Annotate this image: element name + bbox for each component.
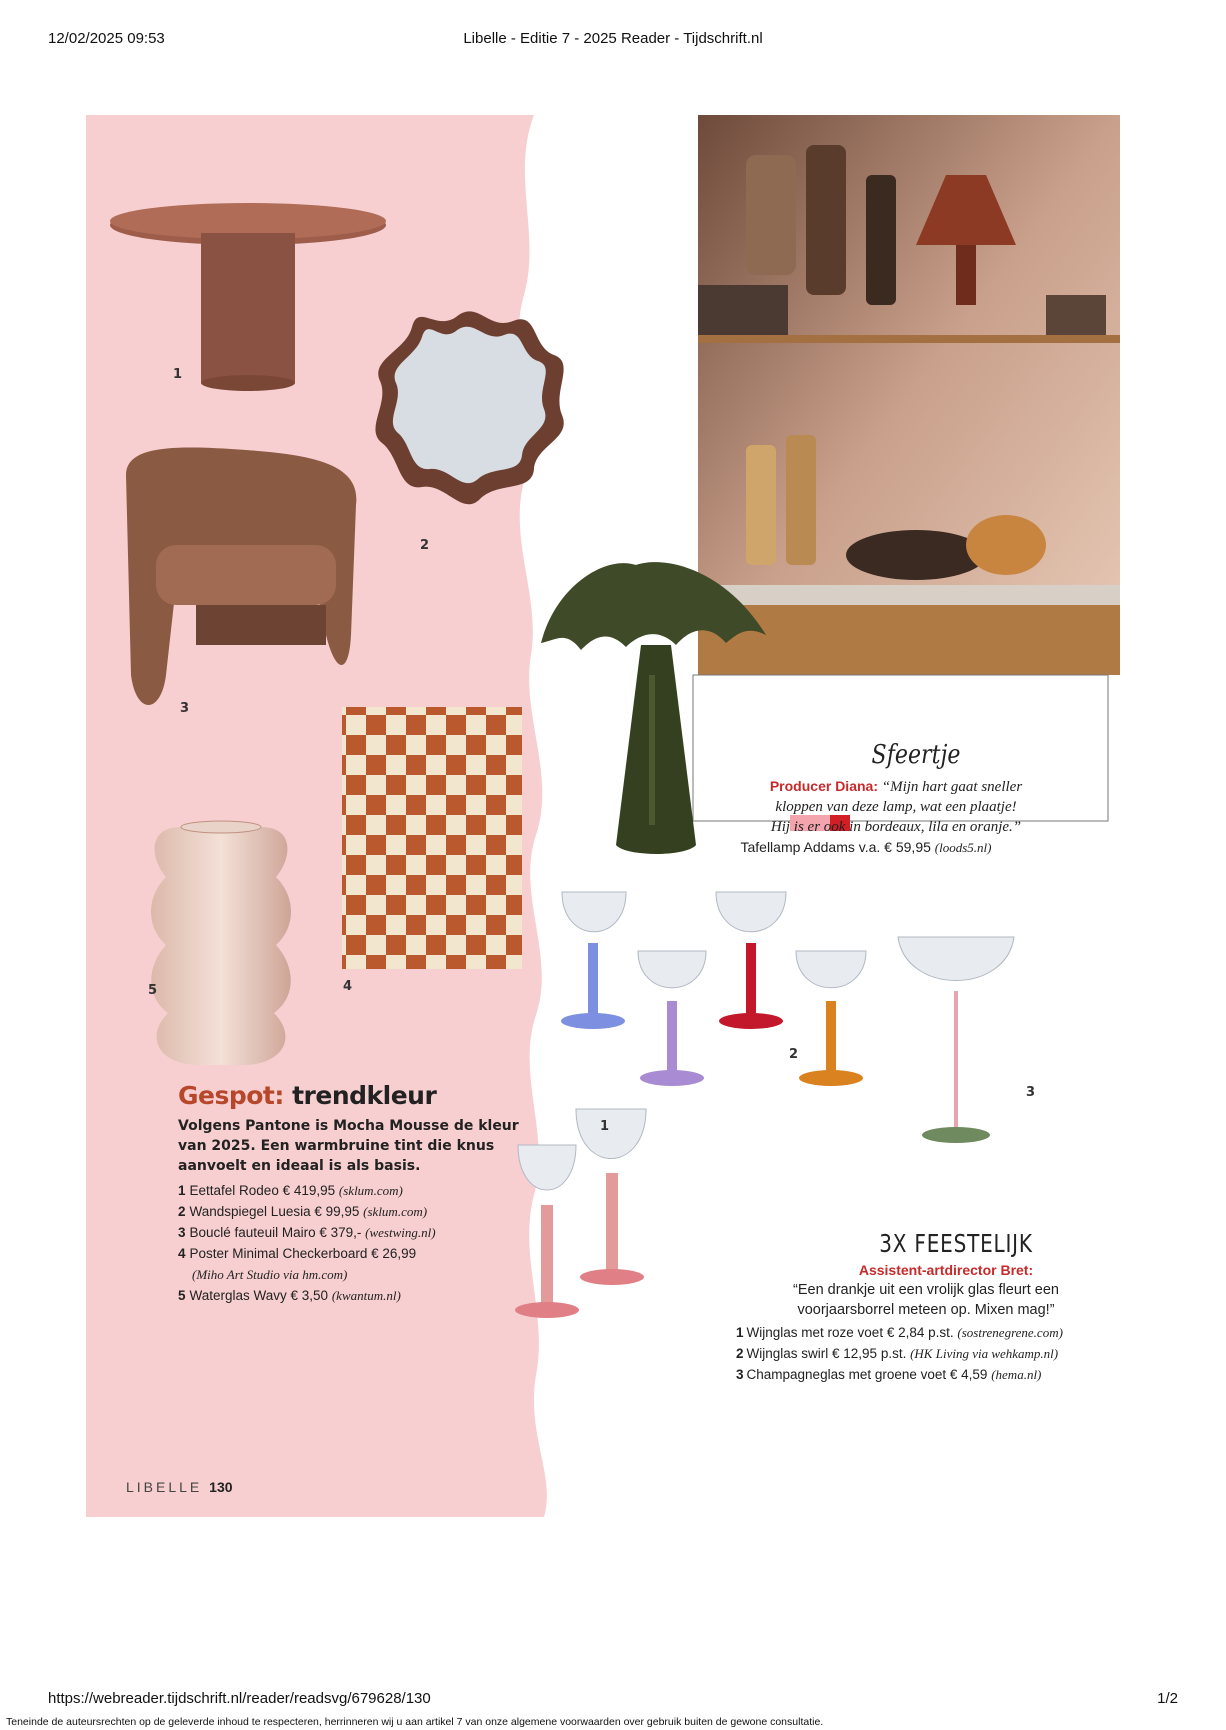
feestelijk-box bbox=[716, 1229, 1136, 1385]
list-item: 3 Bouclé fauteuil Mairo € 379,- (westwing.nl) bbox=[178, 1225, 436, 1240]
print-footer bbox=[0, 1690, 1226, 1730]
product-number-1: 1 bbox=[173, 367, 183, 382]
feestelijk-heading: 3X FEESTELIJK bbox=[879, 1229, 1033, 1258]
gespot-intro: Volgens Pantone is Mocha Mousse de kleur van 2025. Een warmbruine tint die knus aanvoelt en ideaal is als basis. bbox=[178, 1118, 519, 1174]
list-item: 5 Waterglas Wavy € 3,50 (kwantum.nl) bbox=[178, 1288, 401, 1303]
print-page-count: 1/2 bbox=[1157, 1690, 1178, 1707]
list-item: 1 Wijnglas met roze voet € 2,84 p.st. (sostrenegrene.com) bbox=[736, 1325, 1063, 1340]
folio-page-number: 130 bbox=[209, 1479, 233, 1495]
product-number-5: 5 bbox=[148, 983, 158, 998]
product-number-4: 4 bbox=[343, 979, 353, 994]
list-item: 3 Champagneglas met groene voet € 4,59 (hema.nl) bbox=[736, 1367, 1042, 1382]
gespot-product-list bbox=[178, 1180, 538, 1306]
print-page-title: Libelle - Editie 7 - 2025 Reader - Tijdschrift.nl bbox=[463, 30, 763, 47]
glass-number-3: 3 bbox=[1026, 1085, 1036, 1100]
list-item: 4 Poster Minimal Checkerboard € 26,99 (Miho Art Studio via hm.com) bbox=[178, 1246, 417, 1282]
list-item: 2 Wandspiegel Luesia € 99,95 (sklum.com) bbox=[178, 1204, 428, 1219]
gespot-heading bbox=[178, 1081, 538, 1110]
sfeertje-heading: Sfeertje bbox=[871, 740, 961, 770]
feestelijk-quote: “Een drankje uit een vrolijk glas fleurt een voorjaarsborrel meteen op. Mixen mag!” bbox=[793, 1282, 1059, 1318]
product-number-2: 2 bbox=[420, 538, 430, 553]
list-item: 1 Eettafel Rodeo € 419,95 (sklum.com) bbox=[178, 1183, 403, 1198]
glass-number-1: 1 bbox=[600, 1119, 610, 1134]
print-header bbox=[0, 30, 1226, 50]
sfeertje-quote: Producer Diana: “Mijn hart gaat sneller kloppen van deze lamp, wat een plaatje! Hij is er ook in bordeaux, lila en oranje.” bbox=[769, 778, 1023, 835]
sfeertje-box bbox=[686, 740, 1106, 856]
checkerboard-poster-image bbox=[342, 707, 522, 969]
gespot-heading-main: trendkleur bbox=[292, 1081, 437, 1110]
feestelijk-author: Assistent-artdirector Bret: bbox=[858, 1262, 1034, 1278]
sfeertje-author: Producer Diana: bbox=[769, 778, 878, 794]
wavy-glass-image bbox=[151, 821, 291, 1065]
print-timestamp: 12/02/2025 09:53 bbox=[48, 30, 165, 47]
product-number-3: 3 bbox=[180, 701, 190, 716]
list-item: 2 Wijnglas swirl € 12,95 p.st. (HK Living via wehkamp.nl) bbox=[736, 1346, 1059, 1361]
glass-number-2: 2 bbox=[789, 1047, 799, 1062]
magazine-page bbox=[86, 115, 1120, 1517]
kitchen-photo bbox=[698, 115, 1120, 675]
gespot-heading-accent: Gespot: bbox=[178, 1081, 284, 1110]
print-url: https://webreader.tijdschrift.nl/reader/readsvg/679628/130 bbox=[48, 1690, 431, 1707]
sfeertje-price: Tafellamp Addams v.a. € 59,95 (loods5.nl) bbox=[740, 839, 992, 855]
page-folio bbox=[126, 1479, 233, 1495]
gespot-article bbox=[178, 1081, 538, 1306]
feestelijk-product-list bbox=[716, 1322, 1136, 1385]
copyright-notice: Teneinde de auteursrechten op de geleverde inhoud te respecteren, herrinneren wij u aan artikel 7 van onze algemene voorwaarden over gebruik buiten de gewone consultatie. bbox=[6, 1716, 824, 1728]
folio-magazine: LIBELLE bbox=[126, 1479, 203, 1495]
